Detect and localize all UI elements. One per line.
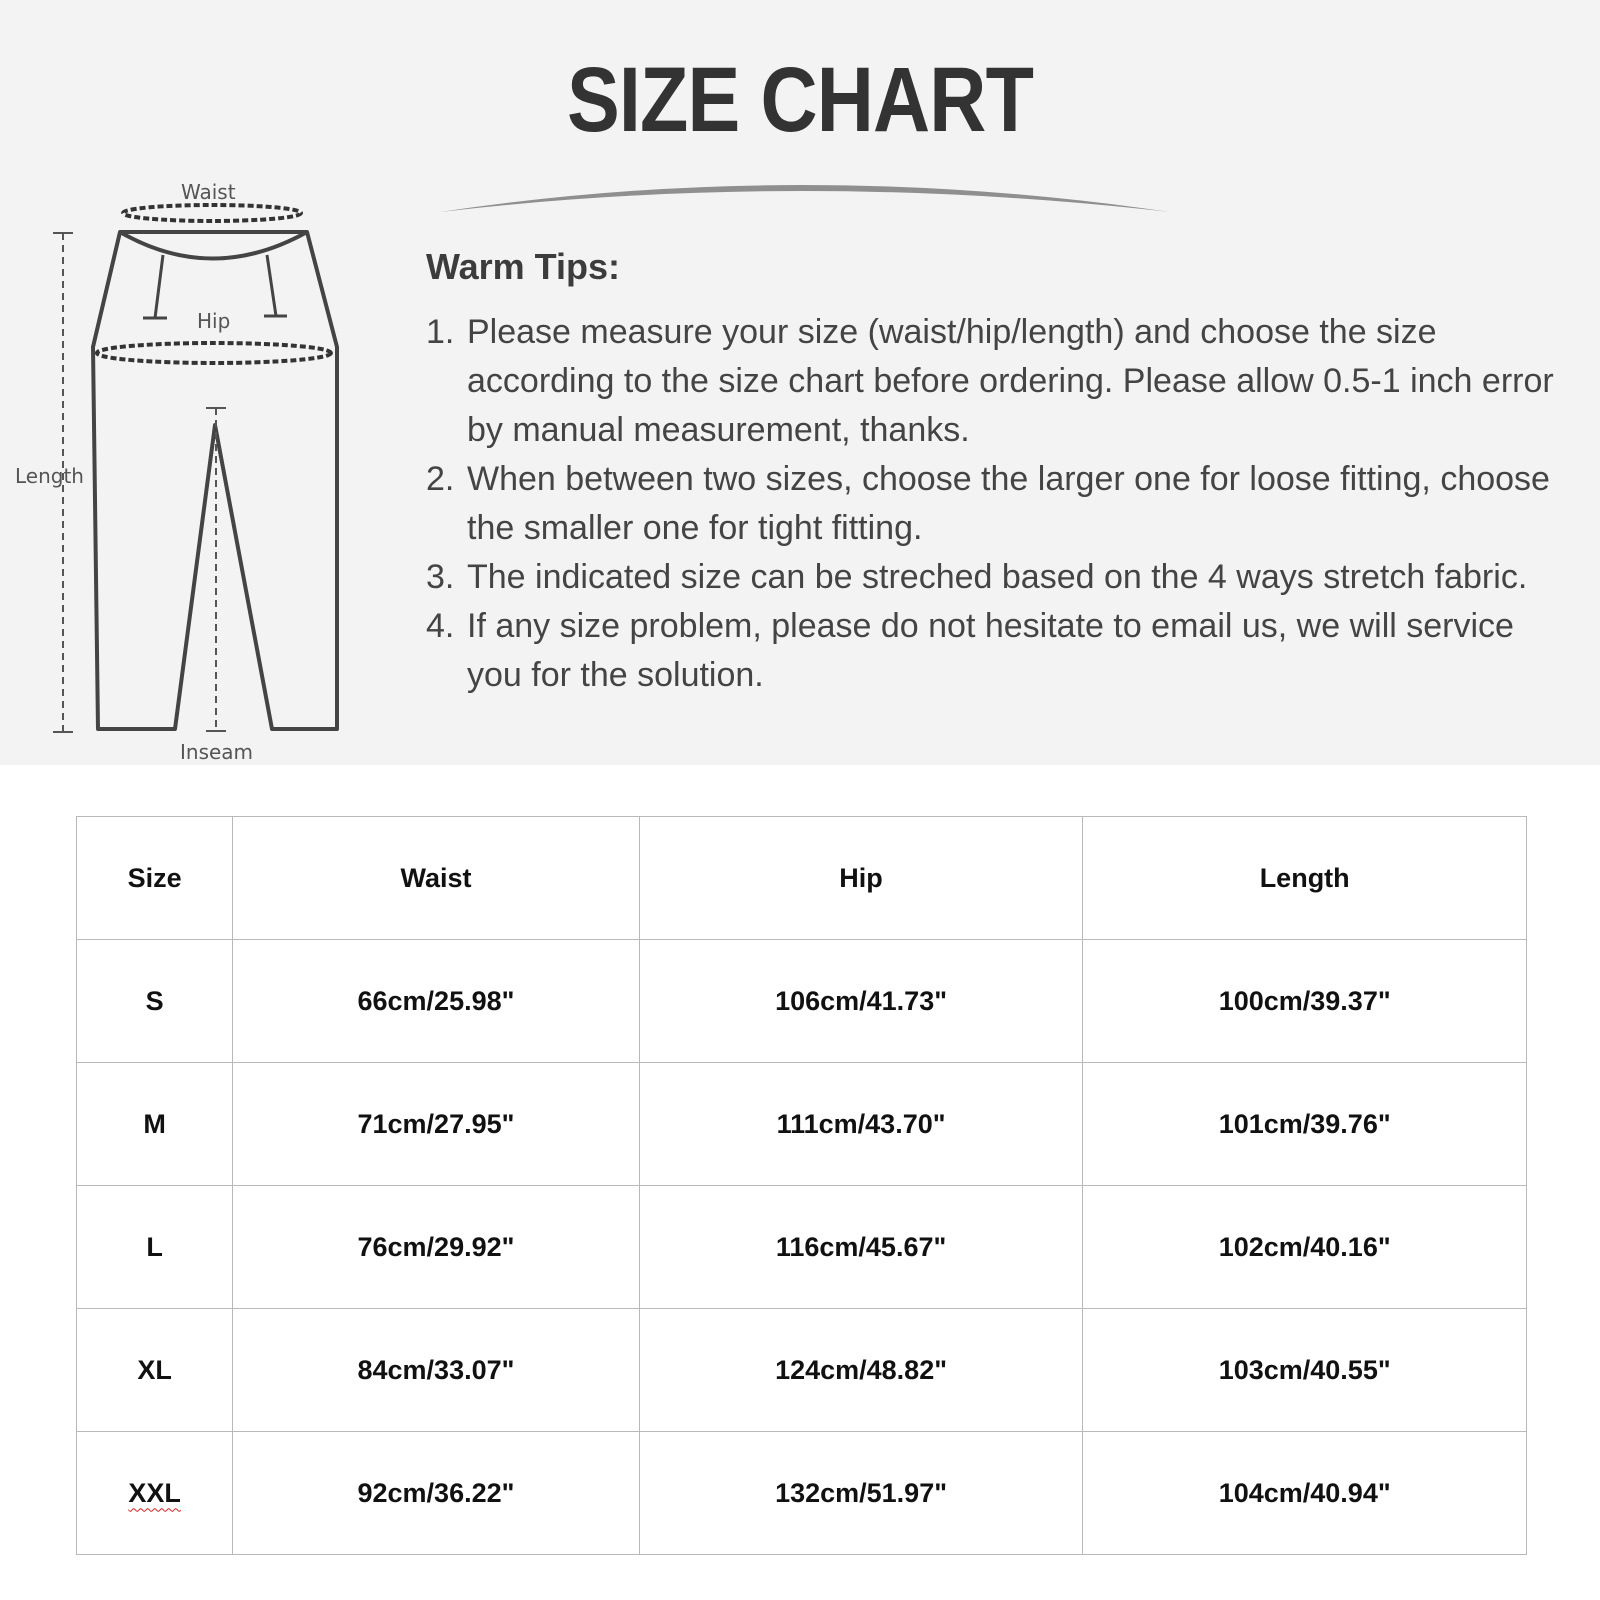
hip-cell: 116cm/45.67"	[639, 1186, 1083, 1309]
hip-ellipse	[97, 343, 331, 363]
table-row	[77, 1309, 1527, 1432]
size-cell: XXL	[77, 1432, 233, 1555]
size-cell: XL	[77, 1309, 233, 1432]
table-row	[77, 1432, 1527, 1555]
tips-heading: Warm Tips:	[426, 246, 621, 287]
hip-label: Hip	[197, 309, 231, 333]
length-cell: 102cm/40.16"	[1083, 1186, 1527, 1309]
header-size: Size	[77, 817, 233, 940]
hip-cell: 111cm/43.70"	[639, 1063, 1083, 1186]
length-cell: 103cm/40.55"	[1083, 1309, 1527, 1432]
header-length: Length	[1083, 817, 1527, 940]
size-cell: S	[77, 940, 233, 1063]
length-cell: 104cm/40.94"	[1083, 1432, 1527, 1555]
waist-cell: 84cm/33.07"	[233, 1309, 640, 1432]
title-divider	[440, 168, 1170, 218]
size-cell: L	[77, 1186, 233, 1309]
tip-item: 4. If any size problem, please do not hesitate to email us, we will service you for the solution.	[426, 607, 1514, 694]
length-label: Length	[15, 464, 84, 488]
header-waist: Waist	[233, 817, 640, 940]
header-hip: Hip	[639, 817, 1083, 940]
table-row	[77, 1186, 1527, 1309]
length-cell: 100cm/39.37"	[1083, 940, 1527, 1063]
tip-item: 1. Please measure your size (waist/hip/length) and choose the size according to the size chart before ordering. Please allow 0.5-1 inch error by manual measurement, thanks.	[426, 313, 1554, 449]
info-panel	[0, 0, 1600, 765]
tip-item: 2. When between two sizes, choose the larger one for loose fitting, choose the smaller one for tight fitting.	[426, 460, 1550, 547]
tip-item: 3. The indicated size can be streched based on the 4 ways stretch fabric.	[426, 558, 1528, 596]
inseam-label: Inseam	[180, 740, 254, 764]
waist-cell: 71cm/27.95"	[233, 1063, 640, 1186]
table-header-row	[77, 817, 1527, 940]
waist-ellipse	[123, 205, 301, 221]
waist-cell: 92cm/36.22"	[233, 1432, 640, 1555]
tips-list	[426, 308, 1566, 700]
length-cell: 101cm/39.76"	[1083, 1063, 1527, 1186]
table-row	[77, 940, 1527, 1063]
size-table	[76, 816, 1527, 1555]
page-title: SIZE CHART	[566, 49, 1034, 151]
hip-cell: 124cm/48.82"	[639, 1309, 1083, 1432]
table-row	[77, 1063, 1527, 1186]
hip-cell: 106cm/41.73"	[639, 940, 1083, 1063]
waist-label: Waist	[181, 180, 236, 204]
hip-cell: 132cm/51.97"	[639, 1432, 1083, 1555]
waist-cell: 66cm/25.98"	[233, 940, 640, 1063]
waist-cell: 76cm/29.92"	[233, 1186, 640, 1309]
size-cell: M	[77, 1063, 233, 1186]
